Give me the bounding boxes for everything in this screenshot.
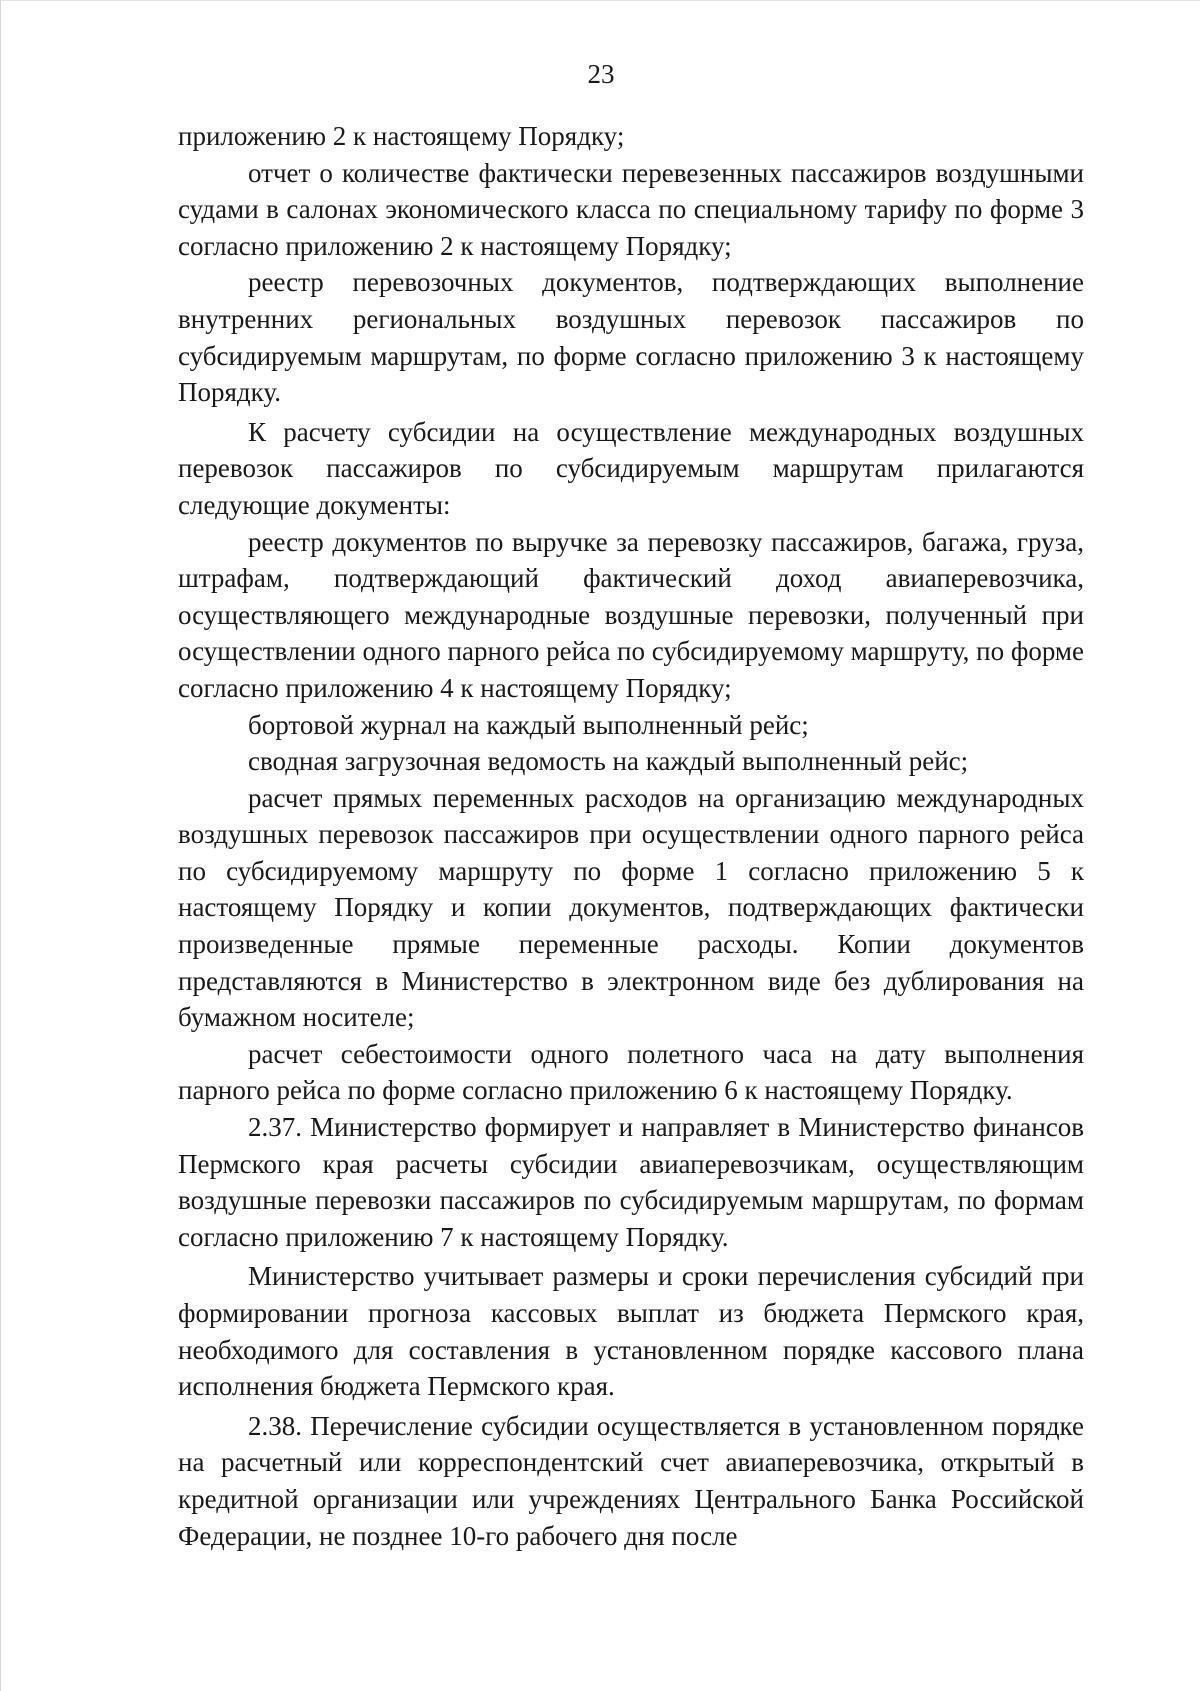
paragraph-continuation: приложению 2 к настоящему Порядку; bbox=[178, 121, 625, 151]
document-body bbox=[178, 118, 1084, 1554]
paragraph-load-sheet: сводная загрузочная ведомость на каждый выполненный рейс; bbox=[248, 746, 969, 777]
paragraph-international-documents: К расчету субсидии на осуществление международных воздушных перевозок пассажиров по субсидируемым маршрутам прилагаются следующие документы: bbox=[178, 416, 1084, 520]
paragraph-ministry-forecast: Министерство учитывает размеры и сроки перечисления субсидий при формировании прогноза кассовых выплат из бюджета Пермского края, необходимого для составления в установленном порядке кассового плана исполнения бюджета Пермского края. bbox=[178, 1261, 1084, 1402]
paragraph-ticket-registry: реестр перевозочных документов, подтверждающих выполнение внутренних региональных воздушных перевозок пассажиров по субсидируемым маршрутам, по форме согласно приложению 3 к настоящему Порядку. bbox=[178, 267, 1084, 408]
paragraph-passenger-report: отчет о количестве фактически перевезенных пассажиров воздушными судами в салонах экономического класса по специальному тарифу по форме 3 согласно приложению 2 к настоящему Порядку; bbox=[178, 157, 1084, 261]
paragraph-flight-hour-cost: расчет себестоимости одного полетного часа на дату выполнения парного рейса по форме согласно приложению 6 к настоящему Порядку. bbox=[178, 1038, 1084, 1106]
paragraph-clause-2-38: 2.38. Перечисление субсидии осуществляется в установленном порядке на расчетный или корреспондентский счет авиаперевозчика, открытый в кредитной организации или учреждениях Центрального Банка Российской Федерации, не позднее 10-го рабочего дня после bbox=[178, 1410, 1084, 1551]
page-number: 23 bbox=[587, 59, 615, 89]
paragraph-revenue-registry: реестр документов по выручке за перевозку пассажиров, багажа, груза, штрафам, подтверждающий фактический доход авиаперевозчика, осуществляющего международные воздушные перевозки, полученный при осуществлении одного парного рейса по субсидируемому маршруту, по форме согласно приложению 4 к настоящему Порядку; bbox=[178, 526, 1084, 703]
paragraph-direct-costs: расчет прямых переменных расходов на организацию международных воздушных перевозок пассажиров при осуществлении одного парного рейса по субсидируемому маршруту по форме 1 согласно приложению 5 к настоящему Порядку и копии документов, подтверждающих фактически произведенные прямые переменные расходы. Копии документов представляются в Министерство в электронном виде без дублирования на бумажном носителе; bbox=[178, 782, 1084, 1033]
paragraph-flight-log: бортовой журнал на каждый выполненный рейс; bbox=[248, 709, 809, 740]
paragraph-clause-2-37: 2.37. Министерство формирует и направляет в Министерство финансов Пермского края расчеты субсидии авиаперевозчикам, осуществляющим воздушные перевозки пассажиров по субсидируемым маршрутам, по формам согласно приложению 7 к настоящему Порядку. bbox=[178, 1112, 1084, 1252]
